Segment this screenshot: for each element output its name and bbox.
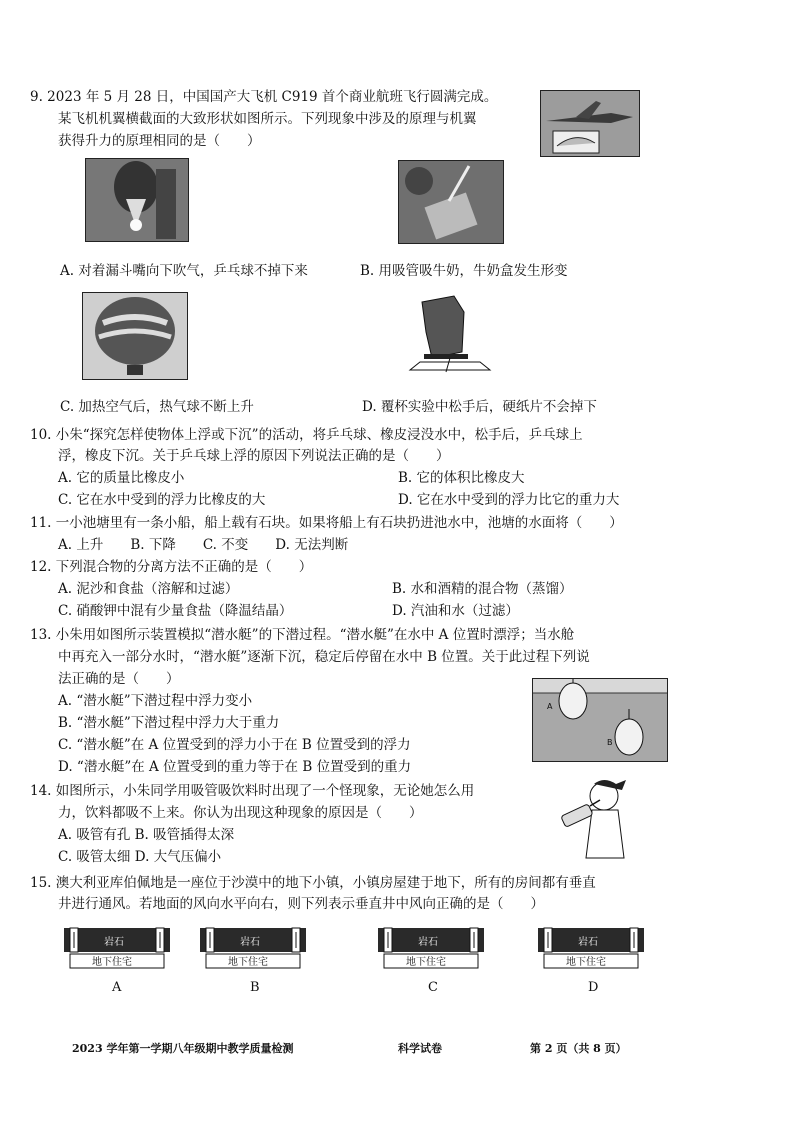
footer-exam-title: 2023 学年第一学期八年级期中教学质量检测 [72, 1042, 294, 1055]
q15-line2: 井进行通风。若地面的风向水平向右，则下列表示垂直井中风向正确的是（ ） [58, 896, 544, 912]
panel-label-d: D [588, 980, 599, 995]
q11-line1: 11. 一小池塘里有一条小船，船上载有石块。如果将船上有石块扔进池水中，池塘的水面将（ ） [30, 515, 623, 531]
ventilation-panel-a [62, 924, 172, 974]
q10-option-b: B. 它的体积比橡皮大 [398, 470, 525, 486]
q9-line2: 某飞机机翼横截面的大致形状如图所示。下列现象中涉及的原理与机翼 [58, 111, 477, 127]
cup-paper-experiment-drawing [402, 292, 498, 380]
house-label: 地下住宅 [228, 957, 268, 968]
submarine-model-figure [532, 678, 668, 762]
q11-options: A. 上升 B. 下降 C. 不变 D. 无法判断 [58, 537, 349, 553]
q10-option-a: A. 它的质量比橡皮小 [58, 470, 185, 486]
q10-option-c: C. 它在水中受到的浮力比橡皮的大 [58, 492, 266, 508]
ventilation-panel-b [198, 924, 308, 974]
hot-air-balloon-photo [82, 292, 188, 380]
q13-line1: 13. 小朱用如图所示装置模拟“潜水艇”的下潜过程。“潜水艇”在水中 A 位置时漂浮；当水舱 [30, 627, 575, 643]
footer-subject: 科学试卷 [398, 1042, 442, 1055]
q14-line2: 力，饮料都吸不上来。你认为出现这种现象的原因是（ ） [58, 805, 423, 821]
airplane-wing-photo [540, 90, 640, 157]
q15-line1: 15. 澳大利亚库伯佩地是一座位于沙漠中的地下小镇，小镇房屋建于地下，所有的房间都有垂直 [30, 875, 596, 891]
ventilation-panel-d [536, 924, 646, 974]
panel-label-a: A [112, 980, 122, 995]
q9-line3: 获得升力的原理相同的是（ ） [58, 133, 261, 149]
q12-option-d: D. 汽油和水（过滤） [392, 603, 519, 619]
q14-options-row2: C. 吸管太细 D. 大气压偏小 [58, 849, 222, 865]
panel-label-c: C [428, 980, 438, 995]
q12-option-a: A. 泥沙和食盐（溶解和过滤） [58, 581, 239, 597]
q9-line1: 9. 2023 年 5 月 28 日，中国国产大飞机 C919 首个商业航班飞行圆满完成。 [30, 89, 498, 105]
ventilation-panel-c [376, 924, 486, 974]
q14-line1: 14. 如图所示，小朱同学用吸管吸饮料时出现了一个怪现象，无论她怎么用 [30, 783, 475, 799]
q9-option-b: B. 用吸管吸牛奶，牛奶盒发生形变 [360, 263, 568, 279]
rock-label: 岩石 [240, 937, 260, 948]
rock-label: 岩石 [578, 937, 598, 948]
figure-label-b: B [607, 738, 613, 747]
q10-line2: 浮，橡皮下沉。关于乒乓球上浮的原因下列说法正确的是（ ） [58, 448, 450, 464]
q10-line1: 10. 小朱“探究怎样使物体上浮或下沉”的活动，将乒乓球、橡皮浸没水中，松手后，乒乓球上 [30, 427, 583, 443]
q13-option-a: A. “潜水艇”下潜过程中浮力变小 [58, 693, 253, 709]
house-label: 地下住宅 [92, 957, 132, 968]
house-label: 地下住宅 [566, 957, 606, 968]
q12-option-c: C. 硝酸钾中混有少量食盐（降温结晶） [58, 603, 293, 619]
q9-option-c: C. 加热空气后，热气球不断上升 [60, 399, 254, 415]
q9-option-d: D. 覆杯实验中松手后，硬纸片不会掉下 [362, 399, 597, 415]
q13-option-c: C. “潜水艇”在 A 位置受到的浮力小于在 B 位置受到的浮力 [58, 737, 411, 753]
q12-option-b: B. 水和酒精的混合物（蒸馏） [392, 581, 573, 597]
q13-line3: 法正确的是（ ） [58, 671, 180, 687]
funnel-blow-photo [85, 158, 189, 242]
girl-drinking-straw-drawing [556, 776, 638, 862]
panel-label-b: B [250, 980, 260, 995]
q14-options-row1: A. 吸管有孔 B. 吸管插得太深 [58, 827, 235, 843]
milk-straw-photo [398, 160, 504, 244]
q13-option-d: D. “潜水艇”在 A 位置受到的重力等于在 B 位置受到的重力 [58, 759, 412, 775]
rock-label: 岩石 [104, 937, 124, 948]
rock-label: 岩石 [418, 937, 438, 948]
q13-option-b: B. “潜水艇”下潜过程中浮力大于重力 [58, 715, 280, 731]
footer-page-number: 第 2 页（共 8 页） [530, 1042, 627, 1055]
house-label: 地下住宅 [406, 957, 446, 968]
q9-option-a: A. 对着漏斗嘴向下吹气，乒乓球不掉下来 [60, 263, 308, 279]
q12-line1: 12. 下列混合物的分离方法不正确的是（ ） [30, 559, 313, 575]
figure-label-a: A [547, 702, 553, 711]
q13-line2: 中再充入一部分水时，“潜水艇”逐渐下沉，稳定后停留在水中 B 位置。关于此过程下列说 [58, 649, 590, 665]
q10-option-d: D. 它在水中受到的浮力比它的重力大 [398, 492, 620, 508]
